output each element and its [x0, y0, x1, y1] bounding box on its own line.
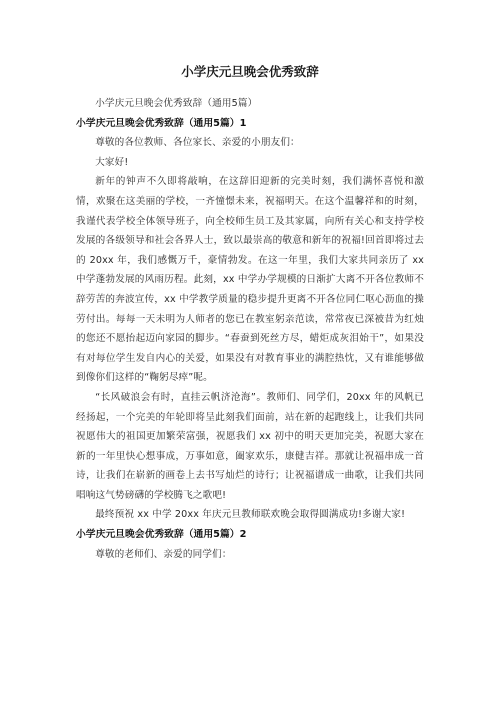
section-heading-2: 小学庆元旦晚会优秀致辞（通用5篇）2: [76, 529, 247, 541]
document-title: 小学庆元旦晚会优秀致辞: [181, 64, 319, 79]
body-paragraph-2: “长风破浪会有时，直挂云帆济沧海”。教师们、同学们，20xx 年的风帆已经扬起，一个完美的年轮即将呈此刻我们面前，站在新的起跑线上，让我们共同祝愿伟大的祖国更加繁荣富强，祝愿我们 xx 初中的明天更加完美，祝愿大家在新的一年里快心想事成，万事如意，阖家欢乐，康健吉祥。那就让祝福串成一首诗，让我们在崭新的画卷上去书写灿烂的诗行；让祝福谱成一曲歌，让我们共同唱响这气势磅礴的学校腾飞之歌吧!: [76, 391, 424, 501]
greeting-1: 大家好!: [95, 156, 129, 168]
body-paragraph-1: 新年的钟声不久即将敲响，在这辞旧迎新的完美时刻，我们满怀喜悦和激情，欢聚在这美丽的学校，一齐憧憬未来，祝福明天。在这个温馨祥和的时刻，我谨代表学校全体领导班子，向全校师生员工及其家属，向所有关心和支持学校发展的各级领导和社会各界人士，致以最崇高的敬意和新年的祝福!回首即将过去的 20xx 年，我们感慨万千，豪情勃发。在这一年里，我们大家共同亲历了 xx 中学蓬勃发展的风雨历程。此刻，xx 中学办学规模的日渐扩大离不开各位教师不辞劳苦的奔波宣传，xx 中学教学质量的稳步提升更离不开各位同仁呕心沥血的操劳付出。每每一天未明为人师者的您已在教室躬亲范读，常常夜已深被昔为红烛的您还不愿抬起迈向家园的脚步。“春蚕到死丝方尽，蜡炬成灰泪始干”，如果没有对每位学生发自内心的关爱，如果没有对教育事业的满腔热忱，又有谁能够做到像你们这样的“鞠躬尽瘁”呢。: [76, 176, 424, 384]
closing-paragraph-1: 最终预祝 xx 中学 20xx 年庆元旦教师联欢晚会取得圆满成功!多谢大家!: [95, 509, 406, 521]
document-intro: 小学庆元旦晚会优秀致辞（通用5篇）: [95, 98, 258, 109]
salutation-1: 尊敬的各位教师、各位家长、亲爱的小朋友们：: [95, 137, 300, 149]
section-heading-1: 小学庆元旦晚会优秀致辞（通用5篇）1: [76, 117, 247, 129]
salutation-2: 尊敬的老师们、亲爱的同学们：: [95, 548, 232, 560]
